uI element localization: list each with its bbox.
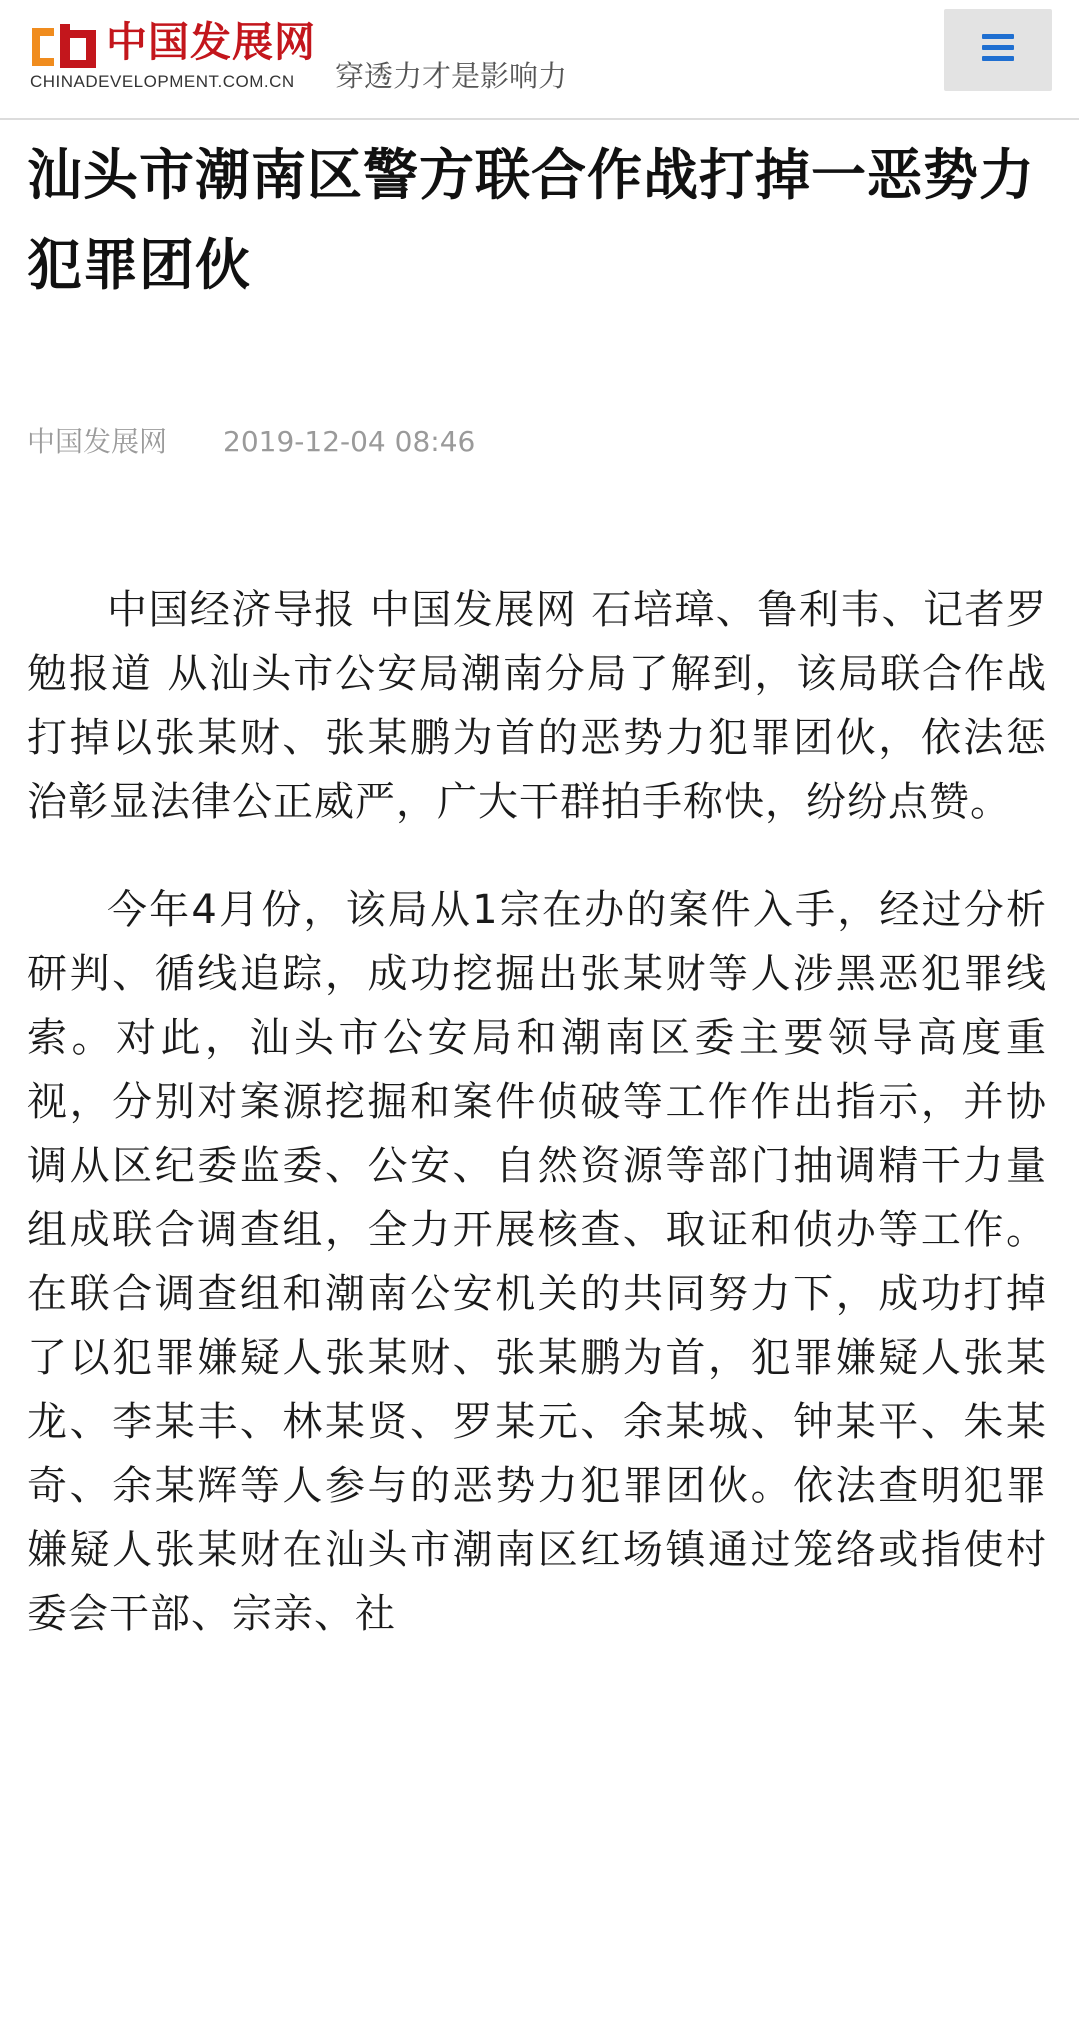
article-date: 2019-12-04 08:46: [223, 425, 476, 458]
menu-button[interactable]: [944, 9, 1052, 91]
article-paragraph: 今年4月份，该局从1宗在办的案件入手，经过分析研判、循线追踪，成功挖掘出张某财等人涉黑恶犯罪线索。对此，汕头市公安局和潮南区委主要领导高度重视，分别对案源挖掘和案件侦破等工作作出指示，并协调从区纪委监委、公安、自然资源等部门抽调精干力量组成联合调查组，全力开展核查、取证和侦办等工作。在联合调查组和潮南公安机关的共同努力下，成功打掉了以犯罪嫌疑人张某财、张某鹏为首，犯罪嫌疑人张某龙、李某丰、林某贤、罗某元、余某城、钟某平、朱某奇、余某辉等人参与的恶势力犯罪团伙。依法查明犯罪嫌疑人张某财在汕头市潮南区红场镇通过笼络或指使村委会干部、宗亲、社: [27, 887, 1047, 1637]
logo-text[interactable]: 中国发展网: [106, 18, 316, 66]
article-body: [27, 578, 1047, 1690]
logo-domain: CHINADEVELOPMENT.COM.CN: [30, 72, 295, 91]
site-logo-icon[interactable]: [30, 24, 98, 68]
hamburger-menu-icon: [982, 34, 1014, 60]
site-header: [0, 0, 1079, 120]
site-slogan: 穿透力才是影响力: [335, 59, 568, 93]
article-meta: [27, 420, 475, 460]
article-source[interactable]: 中国发展网: [27, 425, 168, 458]
article-title: 汕头市潮南区警方联合作战打掉一恶势力犯罪团伙: [27, 143, 1036, 297]
article-paragraph: 中国经济导报 中国发展网 石培璋、鲁利韦、记者罗勉报道 从汕头市公安局潮南分局了解到，该局联合作战打掉以张某财、张某鹏为首的恶势力犯罪团伙，依法惩治彰显法律公正威严，广大干群拍手称快，纷纷点赞。: [27, 587, 1047, 825]
